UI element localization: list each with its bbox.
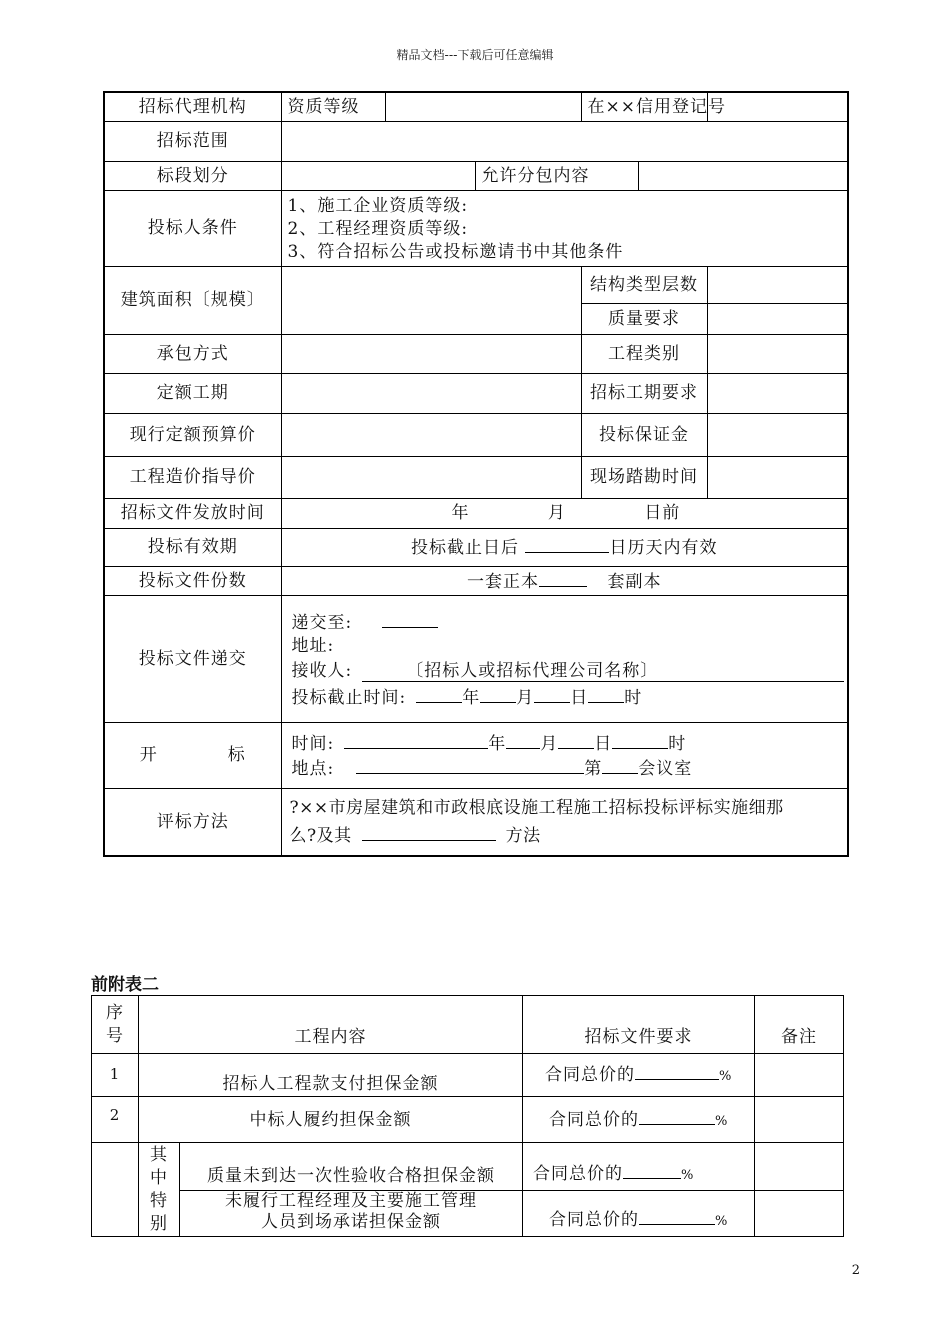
doc-issue-label: 招标文件发放时间	[104, 498, 281, 528]
eval-text-2: 么?及其 方法	[290, 822, 842, 850]
scope-value[interactable]	[281, 121, 848, 161]
row1-req[interactable]: 合同总价的 %	[523, 1054, 755, 1097]
agency-label: 招标代理机构	[104, 92, 281, 121]
eval-label: 评标方法	[104, 788, 281, 856]
contract-mode-label: 承包方式	[104, 334, 281, 373]
struct-label: 结构类型层数	[581, 266, 707, 303]
project-type-value[interactable]	[707, 334, 848, 373]
special-2: 中	[150, 1168, 168, 1188]
row2-content: 中标人履约担保金额	[139, 1097, 523, 1143]
delivery-label: 投标文件递交	[104, 595, 281, 722]
validity-value[interactable]: 投标截止日后 日历天内有效	[281, 528, 848, 566]
sections-value[interactable]	[281, 161, 475, 190]
row4-note[interactable]	[755, 1190, 844, 1237]
struct-value[interactable]	[707, 266, 848, 303]
period-req-value[interactable]	[707, 373, 848, 413]
row4-content: 未履行工程经理及主要施工管理 人员到场承诺担保金额	[180, 1190, 523, 1237]
subcontract-value[interactable]	[638, 161, 848, 190]
deliver-to-line: 递交至:	[292, 609, 842, 634]
bidder-cond-label: 投标人条件	[104, 190, 281, 266]
quality-label: 质量要求	[581, 303, 707, 334]
table2-title: 前附表二	[91, 975, 159, 995]
cond-3: 3、符合招标公告或投标邀请书中其他条件	[287, 242, 624, 262]
page-header: 精品文档---下载后可任意编辑	[396, 48, 554, 62]
deadline-line: 投标截止时间: 年 月 日 时	[292, 684, 842, 709]
quota-period-value[interactable]	[281, 373, 581, 413]
scope-label: 招标范围	[104, 121, 281, 161]
qual-level-label: 资质等级	[281, 92, 385, 121]
credit-reg-label: 在××信用登记号	[581, 92, 707, 121]
quota-period-label: 定额工期	[104, 373, 281, 413]
address-line: 地址:	[291, 635, 335, 656]
subcontract-label: 允许分包内容	[475, 161, 638, 190]
row4-req[interactable]: 合同总价的 %	[523, 1190, 755, 1237]
header-no-2: 号	[106, 1025, 124, 1046]
cost-guide-value[interactable]	[281, 456, 581, 498]
cond-2: 2、工程经理资质等级:	[287, 219, 469, 239]
bid-info-table	[103, 91, 849, 857]
receiver-line: 接收人: 〔招标人或招标代理公司名称〕	[292, 659, 842, 684]
row-special-blank	[92, 1143, 139, 1237]
credit-reg-value[interactable]	[707, 92, 848, 121]
row3-req[interactable]: 合同总价的 %	[523, 1143, 755, 1191]
cost-guide-label: 工程造价指导价	[104, 456, 281, 498]
qual-level-value[interactable]	[385, 92, 581, 121]
sections-label: 标段划分	[104, 161, 281, 190]
area-value[interactable]	[281, 266, 581, 334]
row2-no: 2	[92, 1097, 139, 1143]
row1-note[interactable]	[755, 1054, 844, 1097]
opening-place-line: 地点: 第 会议室	[292, 755, 842, 780]
header-content: 工程内容	[139, 996, 523, 1054]
page-number: 2	[851, 1263, 860, 1278]
budget-label: 现行定额预算价	[104, 413, 281, 456]
period-req-label: 招标工期要求	[581, 373, 707, 413]
copies-value[interactable]: 一套正本 套副本	[281, 566, 848, 595]
doc-issue-value[interactable]: 年 月 日前	[281, 498, 848, 528]
row3-note[interactable]	[755, 1143, 844, 1191]
area-label: 建筑面积〔规模〕	[104, 266, 281, 334]
bond-value[interactable]	[707, 413, 848, 456]
site-visit-value[interactable]	[707, 456, 848, 498]
opening-time-line: 时间: 年 月 日 时	[292, 730, 842, 755]
row2-req[interactable]: 合同总价的 %	[523, 1097, 755, 1143]
row1-no: 1	[92, 1054, 139, 1097]
special-4: 别	[150, 1214, 168, 1234]
header-note: 备注	[755, 996, 844, 1054]
site-visit-label: 现场踏勘时间	[581, 456, 707, 498]
special-3: 特	[150, 1191, 168, 1211]
contract-mode-value[interactable]	[281, 334, 581, 373]
eval-text-1: ?××市房屋建筑和市政根底设施工程施工招标投标评标实施细那	[289, 797, 784, 818]
opening-label: 开 标	[104, 722, 281, 788]
row3-content: 质量未到达一次性验收合格担保金额	[180, 1143, 523, 1191]
budget-value[interactable]	[281, 413, 581, 456]
copies-label: 投标文件份数	[104, 566, 281, 595]
special-1: 其	[150, 1145, 168, 1165]
row1-content: 招标人工程款支付担保金额	[139, 1054, 523, 1097]
cond-1: 1、施工企业资质等级:	[287, 196, 469, 216]
header-no-1: 序	[106, 1002, 124, 1023]
project-type-label: 工程类别	[581, 334, 707, 373]
validity-label: 投标有效期	[104, 528, 281, 566]
quality-value[interactable]	[707, 303, 848, 334]
bond-label: 投标保证金	[581, 413, 707, 456]
header-req: 招标文件要求	[523, 996, 755, 1054]
schedule-table-2	[91, 995, 844, 1237]
row2-note[interactable]	[755, 1097, 844, 1143]
